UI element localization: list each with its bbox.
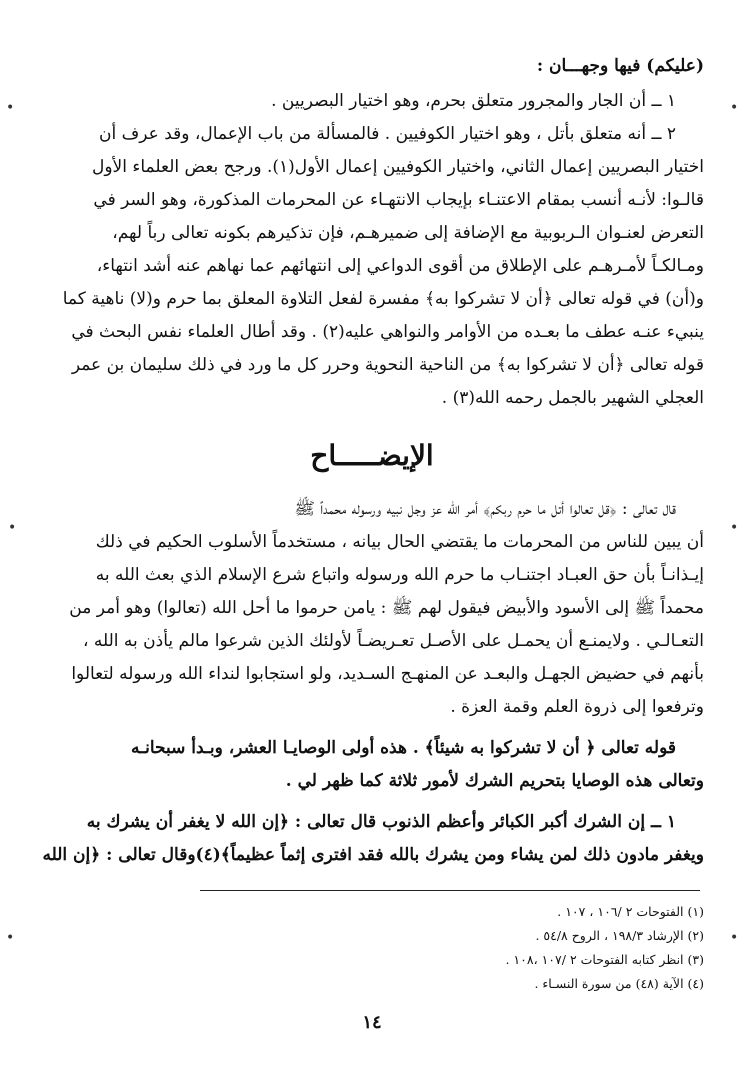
footnote: (٤) الآية (٤٨) من سورة النسـاء . <box>534 976 704 991</box>
explanation-paragraph <box>40 493 704 724</box>
text-line: إيـذانـاً بأن حق العبـاد اجتنـاب ما حرم الله ورسوله واتباع شرع الإسلام الذي بعث الله به <box>95 565 704 585</box>
text-line: اختيار البصريين إعمال الثاني، واختيار الكوفيين إعمال الأول(١). ورجح بعض العلماء الأول <box>92 157 704 177</box>
intro-heading: (عليكم) فيها وجهـــان : <box>536 56 704 76</box>
text-line: قوله تعالى ﴿ أن لا تشركوا به شيئاً﴾ . هذه أولى الوصايـا العشر، وبـدأ سبحانـه <box>131 738 676 758</box>
margin-dot-mark: • <box>6 930 15 946</box>
margin-dot-mark: • <box>730 520 739 536</box>
margin-dot-mark: • <box>730 100 739 116</box>
footnote: (٢) الإرشاد ١٩٨/٣ ، الروح ٥٤/٨ . <box>535 928 704 943</box>
text-line: وترفعوا إلى ذروة العلم وقمة العزة . <box>450 697 704 717</box>
text-line: وتعالى هذه الوصايا بتحريم الشرك لأمور ثلاثة كما ظهر لي . <box>285 771 704 791</box>
text-line: محمداً ﷺ إلى الأسود والأبيض فيقول لهم ﷺ : يامن حرموا ما أحل الله (تعالوا) وهو أمر من <box>69 598 704 618</box>
text-line: العجلي الشهير بالجمل رحمه الله(٣) . <box>441 388 704 408</box>
commandments-paragraph <box>40 732 704 798</box>
point-two-paragraph <box>40 118 704 415</box>
footnote-divider <box>200 890 700 891</box>
paragraph-gap <box>40 798 704 806</box>
text-line: قوله تعالى ﴿أن لا تشركوا به﴾ من الناحية النحوية وحرر كل ما ورد في ذلك سليمان بن عمر <box>71 355 704 375</box>
page-body <box>40 50 704 872</box>
text-line: ويغفر مادون ذلك لمن يشاء ومن يشرك بالله فقد افترى إثماً عظيماً﴾(٤)وقال تعالى : ﴿إن الله <box>42 845 704 865</box>
text-line: قالـوا: لأنـه أنسب بمقام الاعتنـاء بإيجاب الانتهـاء عن المحرمات المذكورة، وهو السر في <box>93 190 704 210</box>
text-line: ينبيء عنـه عطف ما بعـده من الأوامر والنواهي عليه(٢) . وقد أطال العلماء نفس البحث في <box>71 322 704 342</box>
footnote: (٣) انظر كتابه الفتوحات ٢ /١٠٧ ،١٠٨ . <box>505 952 704 967</box>
page-number: ١٤ <box>362 1012 382 1033</box>
margin-dot-mark: • <box>730 930 739 946</box>
footnote: (١) الفتوحات ٢ /١٠٦ ، ١٠٧ . <box>557 904 704 919</box>
margin-dot-mark: • <box>8 520 17 536</box>
text-line: قال تعالى : ﴿قل تعالوا أتل ما حرم ربكم﴾ أمر الله عز وجل نبيه ورسوله محمداً ﷺ <box>294 499 676 519</box>
text-line: بأنهم في حضيض الجهـل والبعـد عن المنهـج السـديد، ولو استجابوا لنداء الله ورسوله لتعالوا <box>71 664 704 684</box>
shirk-paragraph <box>40 806 704 872</box>
footnotes <box>104 900 704 996</box>
text-line: التعـالـي . ولايمنـع أن يحمـل على الأصـل تعـريضـاً لأولئك الذين شرعوا مالم يأذن به الله ، <box>82 631 704 651</box>
text-line: ١ ــ إن الشرك أكبر الكبائر وأعظم الذنوب قال تعالى : ﴿إن الله لا يغفر أن يشرك به <box>86 812 676 832</box>
text-line: و(أن) في قوله تعالى ﴿أن لا تشركوا به﴾ مفسرة لفعل التلاوة المعلق بما حرم و(لا) ناهية كما <box>62 289 704 309</box>
paragraph-gap <box>40 724 704 732</box>
margin-dot-mark: • <box>6 100 15 116</box>
text-line: ومـالكـاً لأمـرهـم على الإطلاق من أقوى الدواعي إلى انتهائهم عما نهاهم عنه أشد انتهاء، <box>96 256 704 276</box>
point-one: ١ ــ أن الجار والمجرور متعلق بحرم، وهو اختيار البصريين . <box>271 91 676 111</box>
section-title: الإيضـــــاح <box>310 439 434 472</box>
text-line: التعرض لعنـوان الـربوبية مع الإضافة إلى ضميرهـم، فإن تذكيرهم بكونه تعالى رباً لهم، <box>112 223 704 243</box>
text-line: أن يبين للناس من المحرمات ما يقتضي الحال بيانه ، مستخدماً الأسلوب الحكيم في ذلك <box>95 532 704 552</box>
text-line: ٢ ــ أنه متعلق بأتل ، وهو اختيار الكوفيين . فالمسألة من باب الإعمال، وقد عرف أن <box>99 124 676 144</box>
